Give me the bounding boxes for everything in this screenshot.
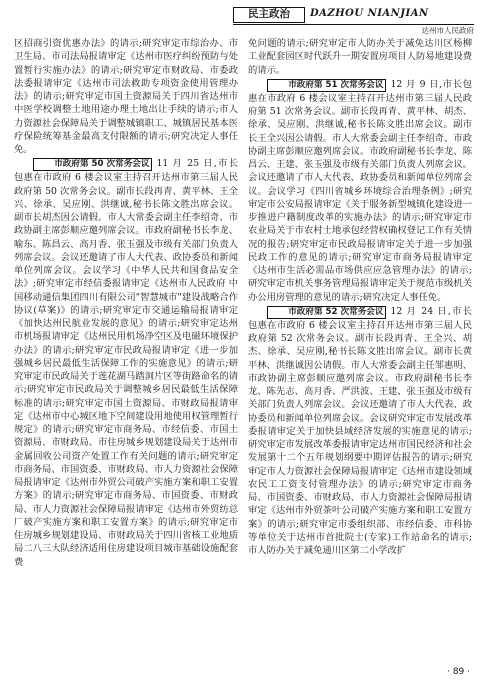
left-paragraph-2: 11 月 25 日,市长包惠在市政府 6 楼会议室主持召开达州市第三届人民政府第 50 次常务会议。副市长段再青、黄平林、王全兴、徐承、吴应刚、洪继诚,秘书长陈文胜出席会议。副市长胡杰因公请假。市人大常委会副主任李绍奇、市政协副主席彭顺应邀列席会议。市政府副秘书长李龙、喻东、陈昌云、高月香、张玉强及市级有关部门负责人列席会议。会议还邀请了市人大代表、政协委员和新闻单位列席会议。会议学习《中华人民共和国食品安全法》;研究审定市经信委报请审定《达州市人民政府 中国移动通信集团四川有限公司"智慧城市"建设战略合作协议(草案)》的请示;研究审定市交通运输局报请审定《加快达州民航业发展的意见》的请示;研究审定达州市机场报请审定《达州民用机场净空区及电磁环境保护办法》的请示;研究审定市民政局报请审定《进一步加强城乡居民最低生活保障工作的实施意见》的请示;研究审定市民政局关于莲花湖马踏洞片区等街路命名的请示;研究审定市民政局关于调整城乡居民最低生活保障标准的请示;研究审定市国土资源局、市财政局报请审定《达州市中心城区地下空间建设用地使用权管理暂行规定》的请示;研究审定市商务局、市经信委、市国土资源局、市财政局、市住房城乡规划建设局关于达州市金属回收公司资产处置工作有关问题的请示;研究审定市商务局、市国资委、市财政局、市人力资源社会保障局报请审定《达州市外贸公司破产实施方案和职工安置方案》的请示;研究审定市商务局、市国资委、市财政局、市人力资源社会保障局报请审定《达州市外贸纺总厂破产实施方案和职工安置方案》的请示;研究审定市住房城乡规划建设局、市财政局关于四川省核工业地质局二八三大队经济适用住房建设项目城市基础设施配套费 — [14, 158, 238, 568]
publisher-label: 达州市人民政府 — [421, 26, 474, 35]
meeting-tag-52: 市政府第 52 次常务会议 — [267, 306, 387, 319]
meeting-entry-52 — [248, 305, 472, 558]
section-badge: 民主政治 — [233, 7, 305, 23]
right-paragraph-3: 12 月 24 日,市长包惠在市政府 6 楼会议室主持召开达州市第三届人民政府第 52 次常务会议。副市长段再青、王全兴、胡杰、徐承、吴应刚,秘书长陈文胜出席会议。副市长黄平林、洪继诚因公请假。市人大常委会副主任邹惠明、市政协副主席彭顺应邀列席会议。市政府副秘书长李龙、陈先志、高月香、严洪波、王建、张玉强及市级有关部门负责人列席会议。会议还邀请了市人大代表、政协委员和新闻单位列席会议。会议研究审定市发展改革委报请审定关于加快县域经济发展的实施意见的请示;研究审定市发展改革委报请审定达州市国民经济和社会发展第十二个五年规划纲要中期评估报告的请示;研究审定市人力资源社会保障局报请审定《达州市建设领域农民工工资支付管理办法》的请示;研究审定市商务局、市国资委、市财政局、市人力资源社会保障局报请审定《达州市外贸茶叶公司破产实施方案和职工安置方案》的请示;研究审定市委组织部、市经信委、市科协等单位关于达州市首批院士(专家)工作站命名的请示;市人防办关于减免通川区第二小学改扩 — [248, 305, 472, 556]
meeting-entry-50 — [14, 157, 238, 569]
right-paragraph-2: 12 月 9 日,市长包惠在市政府 6 楼会议室主持召开达州市第三届人民政府第 51 次常务会议。副市长段再青、黄平林、胡杰、徐承、吴应刚、洪继诚,秘书长陈文胜出席会议。副市长王全兴因公请假。市人大常委会副主任李绍奇、市政协副主席彭顺应邀列席会议。市政府副秘书长李龙、陈昌云、王建、张玉强及市级有关部门负责人列席会议。会议还邀请了市人大代表、政协委员和新闻单位列席会议。会议学习《四川省城乡环境综合治理条例》;研究审定市公安局报请审定《关于服务新型城镇化建设进一步推进户籍制度改革的实施办法》的请示;研究审定市农业局关于市农村土地承包经营权确权登记工作有关情况的报告;研究审定市民政局报请审定关于进一步加强民政工作的意见的请示;研究审定市商务局报请审定《达州市生活必需品市场供应应急管理办法》的请示;研究审定市机关事务管理局报请审定关于规范市级机关办公用房管理的意见的请示;研究决定人事任免。 — [248, 78, 472, 303]
meeting-tag-50: 市政府第 50 次常务会议 — [33, 158, 153, 171]
meeting-entry-51 — [248, 78, 472, 304]
left-column — [14, 37, 238, 657]
right-paragraph-1: 免问题的请示;研究审定市人防办关于减免达川区杨柳工业配套园区时代跃升一期安置房项目人防易地建设费的请示。 — [248, 38, 472, 76]
left-paragraph-1: 区招商引资优惠办法》的请示;研究审定市综治办、市卫生局、市司法局报请审定《达州市医疗纠纷预防与处置暂行实施办法》的请示;研究审定市财政局、市委政法委报请审定《达州市司法救助专项资金使用管理办法》的请示;研究审定市国土资源局关于四川省达州市中医学校调整土地用途办理土地出让手续的请示;市人力资源社会保障局关于调整城镇职工、城镇居民基本医疗保险统筹基金最高支付限额的请示;研究决定人事任免。 — [14, 38, 238, 155]
page-number: · 89 · — [447, 667, 470, 677]
meeting-tag-51: 市政府第 51 次常务会议 — [267, 79, 387, 92]
publication-title: DAZHOU NIANJIAN — [310, 8, 429, 19]
right-column — [248, 37, 472, 657]
running-header — [0, 0, 482, 34]
